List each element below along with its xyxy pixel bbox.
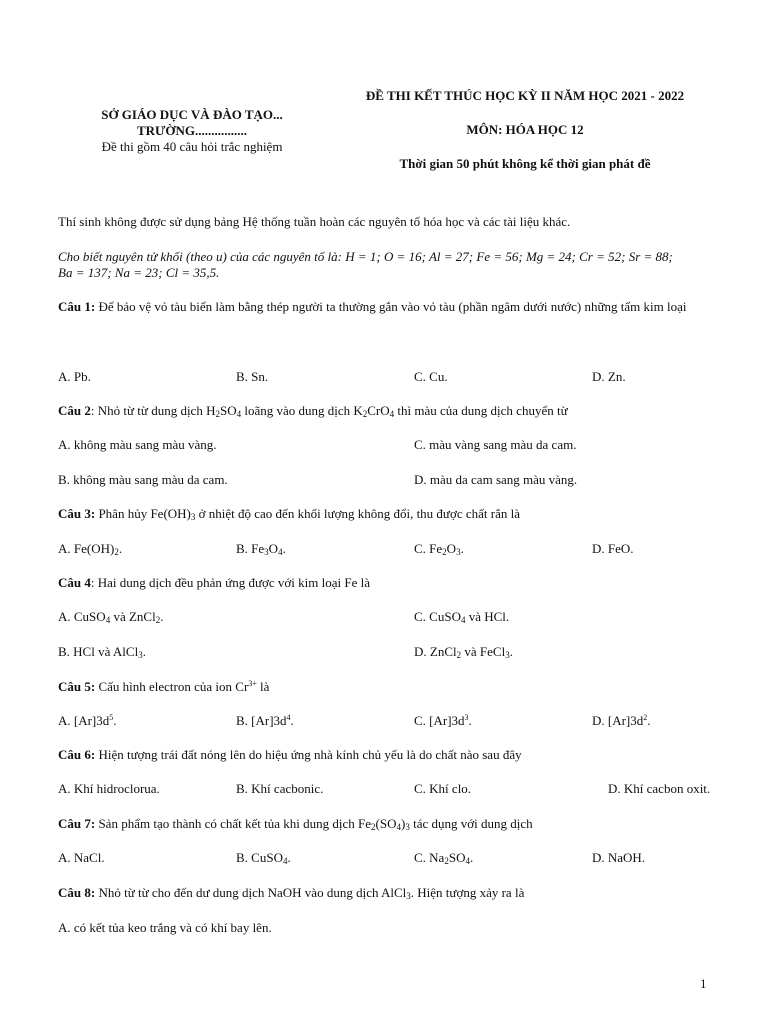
option-text: D. [Ar]3d — [592, 713, 644, 728]
q3-option-a — [58, 541, 122, 557]
q4-option-c — [414, 609, 509, 625]
q1-option-b: B. Sn. — [236, 369, 269, 384]
question-7 — [58, 816, 533, 832]
option-text: và ZnCl — [110, 609, 156, 624]
question-text: Để bảo vệ vỏ tàu biển làm bằng thép người ta thường gắn vào vỏ tàu (phần ngâm dưới nước) những tấm kim loại — [95, 299, 687, 314]
q7-option-b — [236, 850, 291, 866]
page-number: 1 — [700, 976, 707, 991]
subscript: 2 — [371, 822, 376, 832]
option-text: . — [460, 541, 464, 556]
question-4 — [58, 575, 370, 591]
question-text: ở nhiệt độ cao đến khối lượng không đổi, thu được chất rắn là — [195, 506, 521, 521]
q7-option-a: A. NaCl. — [58, 850, 105, 865]
exam-note: Đề thi gồm 40 câu hỏi trắc nghiệm — [101, 139, 283, 154]
question-text: là — [256, 679, 270, 694]
question-8 — [58, 885, 524, 901]
superscript: 4 — [286, 713, 291, 722]
subscript: 2 — [155, 615, 161, 625]
option-text: . — [113, 713, 117, 728]
option-text: SO — [448, 850, 466, 865]
question-text: Hiện tượng trái đất nóng lên do hiệu ứng nhà kính chủ yếu là do chất nào sau đây — [95, 747, 522, 762]
option-text: A. [Ar]3d — [58, 713, 110, 728]
question-text: thì màu của dung dịch chuyển từ — [394, 403, 568, 418]
school-heading: TRƯỜNG................ — [136, 123, 248, 138]
option-text: C. CuSO — [414, 609, 461, 624]
subscript: 4 — [105, 615, 111, 625]
question-text: : Hai dung dịch đều phản ứng được với kim loại Fe là — [90, 575, 371, 590]
subscript: 3 — [190, 512, 196, 522]
q1-option-c: C. Cu. — [414, 369, 448, 384]
option-text: . — [118, 541, 123, 556]
q1-option-a: A. Pb. — [58, 369, 91, 384]
superscript: 5 — [109, 713, 114, 722]
subscript: 4 — [465, 856, 470, 866]
q2-option-b: B. không màu sang màu da cam. — [58, 472, 228, 487]
option-text: B. CuSO — [236, 850, 283, 865]
subscript: 3 — [405, 822, 410, 832]
option-text: . — [160, 609, 164, 624]
q5-option-a — [58, 713, 117, 729]
subscript: 2 — [362, 409, 368, 419]
atomic-mass-line-2: Ba = 137; Na = 23; Cl = 35,5. — [58, 265, 220, 280]
superscript: 3 — [464, 713, 469, 722]
subscript: 2 — [442, 547, 447, 557]
option-text: . — [282, 541, 286, 556]
q8-option-a: A. có kết tủa keo trắng và có khí bay lên. — [58, 920, 272, 935]
option-text: O — [446, 541, 457, 556]
option-text: . — [468, 713, 472, 728]
option-text: . — [290, 713, 294, 728]
question-text: CrO — [367, 403, 390, 418]
question-label: Câu 8: — [58, 885, 96, 900]
question-text: ) — [400, 816, 406, 831]
question-label: Câu 1: — [58, 299, 96, 314]
question-text: : Nhỏ từ từ dung dịch H — [90, 403, 216, 418]
question-label: Câu 3: — [58, 506, 96, 521]
option-text: A. Fe(OH) — [58, 541, 115, 556]
option-text: D. ZnCl — [414, 644, 457, 659]
question-6 — [58, 747, 522, 763]
q2-option-a: A. không màu sang màu vàng. — [58, 437, 217, 452]
question-label: Câu 5: — [58, 679, 96, 694]
option-text: và HCl. — [465, 609, 510, 624]
q3-option-b — [236, 541, 286, 557]
q5-option-c — [414, 713, 472, 729]
question-label: Câu 6: — [58, 747, 96, 762]
option-text: . — [509, 644, 513, 659]
subscript: 4 — [282, 856, 288, 866]
q3-option-c — [414, 541, 464, 557]
question-text: loãng vào dung dịch K — [241, 403, 363, 418]
subscript: 2 — [114, 547, 119, 557]
q5-option-d — [592, 713, 651, 729]
superscript: 3+ — [248, 679, 257, 688]
subscript: 2 — [456, 650, 462, 660]
option-text: A. CuSO — [58, 609, 106, 624]
instruction-line: Thí sinh không được sử dụng bảng Hệ thống tuần hoàn các nguyên tố hóa học và các tài liệu khác. — [58, 214, 571, 229]
option-text: B. Fe — [236, 541, 265, 556]
option-text: O — [268, 541, 279, 556]
subscript: 4 — [460, 615, 466, 625]
subscript: 2 — [215, 409, 220, 419]
question-text: SO — [219, 403, 237, 418]
superscript: 2 — [643, 713, 648, 722]
question-1 — [58, 299, 686, 315]
option-text: C. Fe — [414, 541, 443, 556]
question-5 — [58, 679, 269, 695]
q2-option-c: C. màu vàng sang màu da cam. — [414, 437, 577, 452]
q4-option-d — [414, 644, 513, 660]
option-text: . — [142, 644, 146, 659]
q7-option-d: D. NaOH. — [592, 850, 646, 865]
option-text: và FeCl — [461, 644, 506, 659]
question-text: Cấu hình electron của ion Cr — [95, 679, 249, 694]
subscript: 3 — [456, 547, 461, 557]
question-2 — [58, 403, 568, 419]
subscript: 4 — [236, 409, 242, 419]
department-heading: SỞ GIÁO DỤC VÀ ĐÀO TẠO... — [101, 107, 283, 122]
exam-time: Thời gian 50 phút không kể thời gian phát đề — [399, 156, 651, 171]
question-text: . Hiện tượng xảy ra là — [410, 885, 525, 900]
q1-option-d: D. Zn. — [592, 369, 626, 384]
q6-option-c: C. Khí clo. — [414, 781, 472, 796]
q3-option-d: D. FeO. — [592, 541, 634, 556]
exam-title: ĐỀ THI KẾT THÚC HỌC KỲ II NĂM HỌC 2021 - 2022 — [365, 88, 685, 103]
option-text: . — [469, 850, 474, 865]
question-text: tác dụng với dung dịch — [409, 816, 533, 831]
option-text: C. [Ar]3d — [414, 713, 465, 728]
question-label: Câu 7: — [58, 816, 96, 831]
question-label: Câu 2 — [58, 403, 91, 418]
q2-option-d: D. màu da cam sang màu vàng. — [414, 472, 578, 487]
q4-option-a — [58, 609, 163, 625]
subscript: 4 — [389, 409, 395, 419]
option-text: . — [647, 713, 651, 728]
atomic-mass-line: Cho biết nguyên tử khối (theo u) của các nguyên tố là: H = 1; O = 16; Al = 27; Fe = 56; Mg = 24; Cr = 52; Sr = 88; — [58, 249, 673, 264]
option-text: B. HCl và AlCl — [58, 644, 139, 659]
subscript: 3 — [406, 891, 411, 901]
question-text: (SO — [375, 816, 397, 831]
subscript: 3 — [264, 547, 269, 557]
option-text: B. [Ar]3d — [236, 713, 287, 728]
question-text: Sản phẩm tạo thành có chất kết tủa khi dung dịch Fe — [95, 816, 372, 831]
q6-option-d: D. Khí cacbon oxit. — [608, 781, 711, 796]
question-label: Câu 4 — [58, 575, 91, 590]
q5-option-b — [236, 713, 294, 729]
q7-option-c — [414, 850, 473, 866]
subscript: 3 — [138, 650, 143, 660]
subscript: 3 — [505, 650, 510, 660]
question-text: Nhỏ từ từ cho đến dư dung dịch NaOH vào dung dịch AlCl — [95, 885, 407, 900]
exam-subject: MÔN: HÓA HỌC 12 — [466, 122, 584, 137]
q4-option-b — [58, 644, 146, 660]
question-text: Phân hủy Fe(OH) — [95, 506, 191, 521]
option-text: C. Na — [414, 850, 445, 865]
subscript: 4 — [396, 822, 401, 832]
subscript: 2 — [444, 856, 449, 866]
q6-option-b: B. Khí cacbonic. — [236, 781, 324, 796]
question-3 — [58, 506, 520, 522]
option-text: . — [287, 850, 291, 865]
q6-option-a: A. Khí hidroclorua. — [58, 781, 160, 796]
subscript: 4 — [278, 547, 283, 557]
